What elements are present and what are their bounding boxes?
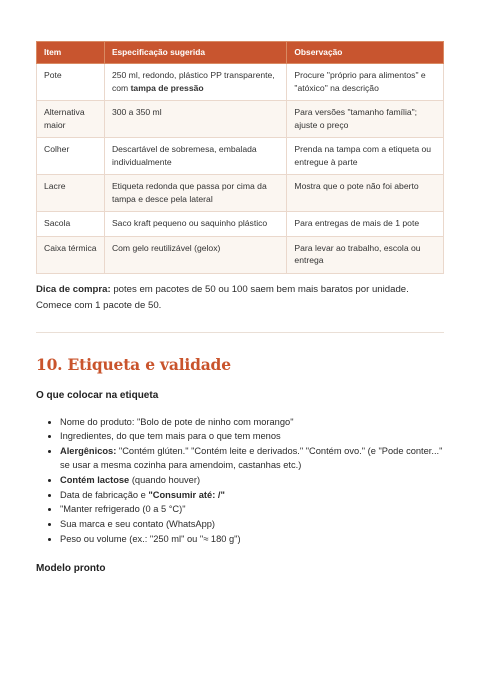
cell-obs: Mostra que o pote não foi aberto xyxy=(287,175,444,212)
item-text: Peso ou volume (ex.: "250 ml" ou "≈ 180 g") xyxy=(60,533,241,544)
cell-spec xyxy=(104,175,286,212)
cell-obs: Para entregas de mais de 1 pote xyxy=(287,212,444,237)
item-text: (quando houver) xyxy=(129,475,201,486)
list-item xyxy=(60,532,444,547)
cell-spec xyxy=(104,212,286,237)
header-item: Item xyxy=(37,42,105,64)
cell-spec-text: Etiqueta redonda que passa por cima da tampa e desce pela lateral xyxy=(111,181,267,204)
table-row xyxy=(37,175,444,212)
cell-spec xyxy=(104,64,286,101)
tip-label: Dica de compra: xyxy=(36,283,111,295)
cell-obs: Prenda na tampa com a etiqueta ou entregue à parte xyxy=(287,138,444,175)
model-heading: Modelo pronto xyxy=(36,563,106,575)
list-item xyxy=(60,517,444,532)
cell-item: Lacre xyxy=(37,175,105,212)
item-bold: Alergênicos: xyxy=(60,445,117,456)
cell-item: Colher xyxy=(37,138,105,175)
item-text: Data de fabricação e xyxy=(60,489,149,500)
cell-item: Alternativa maior xyxy=(37,101,105,138)
cell-obs: Para versões "tamanho família"; ajuste o preço xyxy=(287,101,444,138)
item-text: Ingredientes, do que tem mais para o que tem menos xyxy=(60,431,281,442)
cell-spec-text: Com gelo reutilizável (gelox) xyxy=(111,242,221,253)
cell-spec-text: 300 a 350 ml xyxy=(111,107,162,117)
cell-spec xyxy=(104,236,286,273)
cell-spec xyxy=(104,101,286,138)
item-text: Sua marca e seu contato (WhatsApp) xyxy=(60,519,216,530)
item-bold: "Consumir até: /" xyxy=(148,489,225,500)
purchase-tip xyxy=(36,282,444,314)
cell-item: Pote xyxy=(37,64,105,101)
cell-spec-text: 250 ml, redondo, plástico PP transparente, com xyxy=(111,70,275,93)
section-title: 10. Etiqueta e validade xyxy=(36,354,231,374)
cell-spec xyxy=(104,138,286,175)
list-item xyxy=(60,473,444,488)
cell-spec-text: Saco kraft pequeno ou saquinho plástico xyxy=(111,218,268,228)
cell-item: Caixa térmica xyxy=(37,236,105,273)
list-item xyxy=(60,502,444,517)
table-row xyxy=(37,64,444,101)
cell-spec-bold: tampa de pressão xyxy=(130,82,204,93)
packaging-table xyxy=(36,41,444,274)
item-text: "Contém glúten." "Contém leite e derivados." "Contém ovo." (e "Pode conter..." se usar a mesma cozinha para amendoim, castanhas etc.) xyxy=(60,445,443,471)
item-text: "Manter refrigerado (0 a 5 °C)" xyxy=(60,504,186,515)
label-subtitle: O que colocar na etiqueta xyxy=(36,389,159,401)
list-item xyxy=(60,444,444,473)
list-item xyxy=(60,488,444,503)
table-row xyxy=(37,236,444,273)
header-spec: Especificação sugerida xyxy=(104,42,286,64)
label-checklist xyxy=(36,415,444,547)
item-bold: Contém lactose xyxy=(60,475,130,486)
table-row xyxy=(37,101,444,138)
cell-obs: Para levar ao trabalho, escola ou entrega xyxy=(287,236,444,273)
list-item xyxy=(60,429,444,444)
cell-obs: Procure "próprio para alimentos" e "atóxico" na descrição xyxy=(287,64,444,101)
item-text: Nome do produto: "Bolo de pote de ninho com morango" xyxy=(60,416,294,427)
cell-item: Sacola xyxy=(37,212,105,237)
table-header xyxy=(37,42,444,64)
list-item xyxy=(60,415,444,430)
header-obs: Observação xyxy=(287,42,444,64)
document-page xyxy=(36,41,444,574)
table-row xyxy=(37,138,444,175)
tip-text: potes em pacotes de 50 ou 100 saem bem mais baratos por unidade. Comece com 1 pacote de 50. xyxy=(36,283,409,311)
table-row xyxy=(37,212,444,237)
cell-spec-text: Descartável de sobremesa, embalada individualmente xyxy=(111,144,257,167)
section-divider xyxy=(36,332,444,333)
